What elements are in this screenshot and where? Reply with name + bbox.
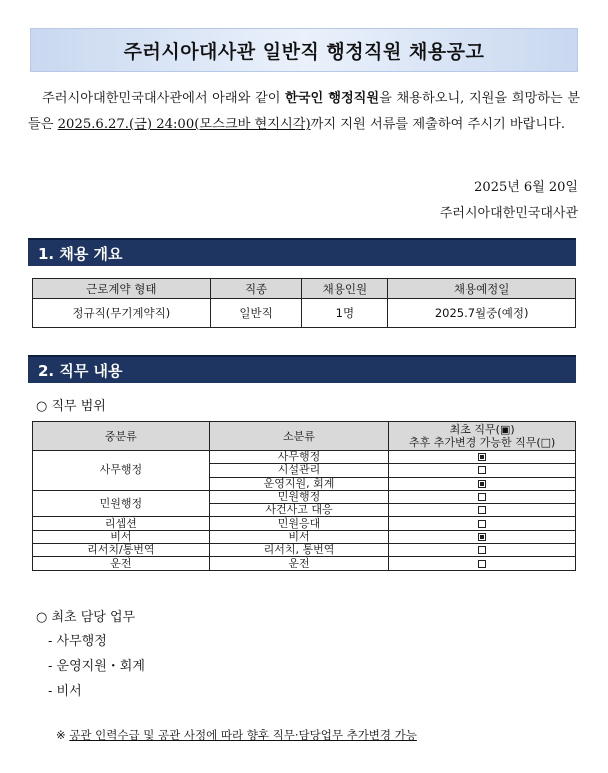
duty-check-cell: [389, 517, 576, 530]
intro-bold: 한국인 행정직원: [285, 91, 380, 106]
duty-minor-cell: 시설관리: [209, 464, 389, 477]
overview-header-count: 채용인원: [302, 279, 388, 299]
duty-minor-cell: 비서: [209, 530, 389, 543]
organization-name: 주러시아대한민국대사관: [439, 206, 578, 221]
table-row: [33, 557, 576, 570]
page-title: [30, 28, 578, 72]
intro-part2: 을 채용하오니, 지원을 희망하는 분들은: [28, 91, 580, 132]
duty-check-cell: [389, 544, 576, 557]
overview-cell-date: 2025.7월중(예정): [388, 299, 576, 328]
duty-minor-cell: 민원행정: [209, 490, 389, 503]
overview-cell-contract: 정규직(무기계약직): [33, 299, 211, 328]
duty-header-check-line1: 최초 직무(▣): [449, 423, 515, 436]
duty-header-minor: 소분류: [209, 422, 389, 451]
table-row: [33, 530, 576, 543]
footnote: [56, 727, 417, 743]
duty-major-cell: 리서치/통번역: [33, 544, 210, 557]
empty-box-icon: [478, 466, 486, 474]
duty-check-cell: [389, 530, 576, 543]
empty-box-icon: [478, 560, 486, 568]
section1-header: [28, 238, 576, 266]
checked-box-icon: [478, 453, 486, 461]
section2-header: [28, 355, 576, 383]
duty-check-cell: [389, 490, 576, 503]
duties-label: ○ 최초 담당 업무: [36, 610, 136, 625]
overview-cell-count: 1명: [302, 299, 388, 328]
empty-box-icon: [478, 546, 486, 554]
intro-deadline: 2025.6.27.(금) 24:00(모스크바 현지시각): [57, 117, 311, 132]
overview-header-job: 직종: [210, 279, 302, 299]
duty-minor-cell: 리서치, 통번역: [209, 544, 389, 557]
intro-paragraph: [28, 86, 580, 138]
duty-check-cell: [389, 557, 576, 570]
duty-item: - 비서: [48, 684, 82, 699]
announcement-date: 2025년 6월 20일: [474, 180, 578, 195]
empty-box-icon: [478, 520, 486, 528]
checked-box-icon: [478, 480, 486, 488]
duty-item: - 사무행정: [48, 634, 107, 649]
duty-major-cell: 리셉션: [33, 517, 210, 530]
duty-major-cell: 사무행정: [33, 451, 210, 491]
section1-title: 1. 채용 개요: [38, 244, 123, 263]
overview-header-date: 채용예정일: [388, 279, 576, 299]
duty-check-cell: [389, 451, 576, 464]
table-row: [33, 517, 576, 530]
overview-header-contract: 근로계약 형태: [33, 279, 211, 299]
overview-cell-job: 일반직: [210, 299, 302, 328]
duty-minor-cell: 사건사고 대응: [209, 504, 389, 517]
duty-check-cell: [389, 464, 576, 477]
scope-label: ○ 직무 범위: [36, 399, 106, 414]
duty-table-body: [33, 451, 576, 571]
duty-header-major: 중분류: [33, 422, 210, 451]
table-row: [33, 451, 576, 464]
duty-minor-cell: 운영지원, 회계: [209, 477, 389, 490]
footnote-mark: ※: [56, 728, 70, 742]
section2-title: 2. 직무 내용: [38, 361, 123, 380]
duty-check-cell: [389, 504, 576, 517]
duty-check-cell: [389, 477, 576, 490]
table-row: [33, 490, 576, 503]
intro-part3: 까지 지원 서류를 제출하여 주시기 바랍니다.: [310, 117, 566, 132]
duty-header-check: [389, 422, 576, 451]
footnote-text: 공관 인력수급 및 공관 사정에 따라 향후 직무·담당업무 추가변경 가능: [69, 728, 417, 742]
duty-table: [32, 421, 576, 571]
empty-box-icon: [478, 493, 486, 501]
duty-header-check-line2: 추후 추가변경 가능한 직무(□): [408, 436, 556, 449]
intro-part1: 주러시아대한민국대사관에서 아래와 같이: [42, 91, 286, 106]
duty-minor-cell: 사무행정: [209, 451, 389, 464]
page-title-text: 주러시아대사관 일반직 행정직원 채용공고: [123, 40, 485, 63]
duty-major-cell: 비서: [33, 530, 210, 543]
empty-box-icon: [478, 506, 486, 514]
duty-minor-cell: 민원응대: [209, 517, 389, 530]
duty-minor-cell: 운전: [209, 557, 389, 570]
table-row: [33, 544, 576, 557]
duty-major-cell: 민원행정: [33, 490, 210, 517]
overview-table: [32, 278, 576, 328]
duty-major-cell: 운전: [33, 557, 210, 570]
duty-item: - 운영지원・회계: [48, 659, 145, 674]
checked-box-icon: [478, 533, 486, 541]
